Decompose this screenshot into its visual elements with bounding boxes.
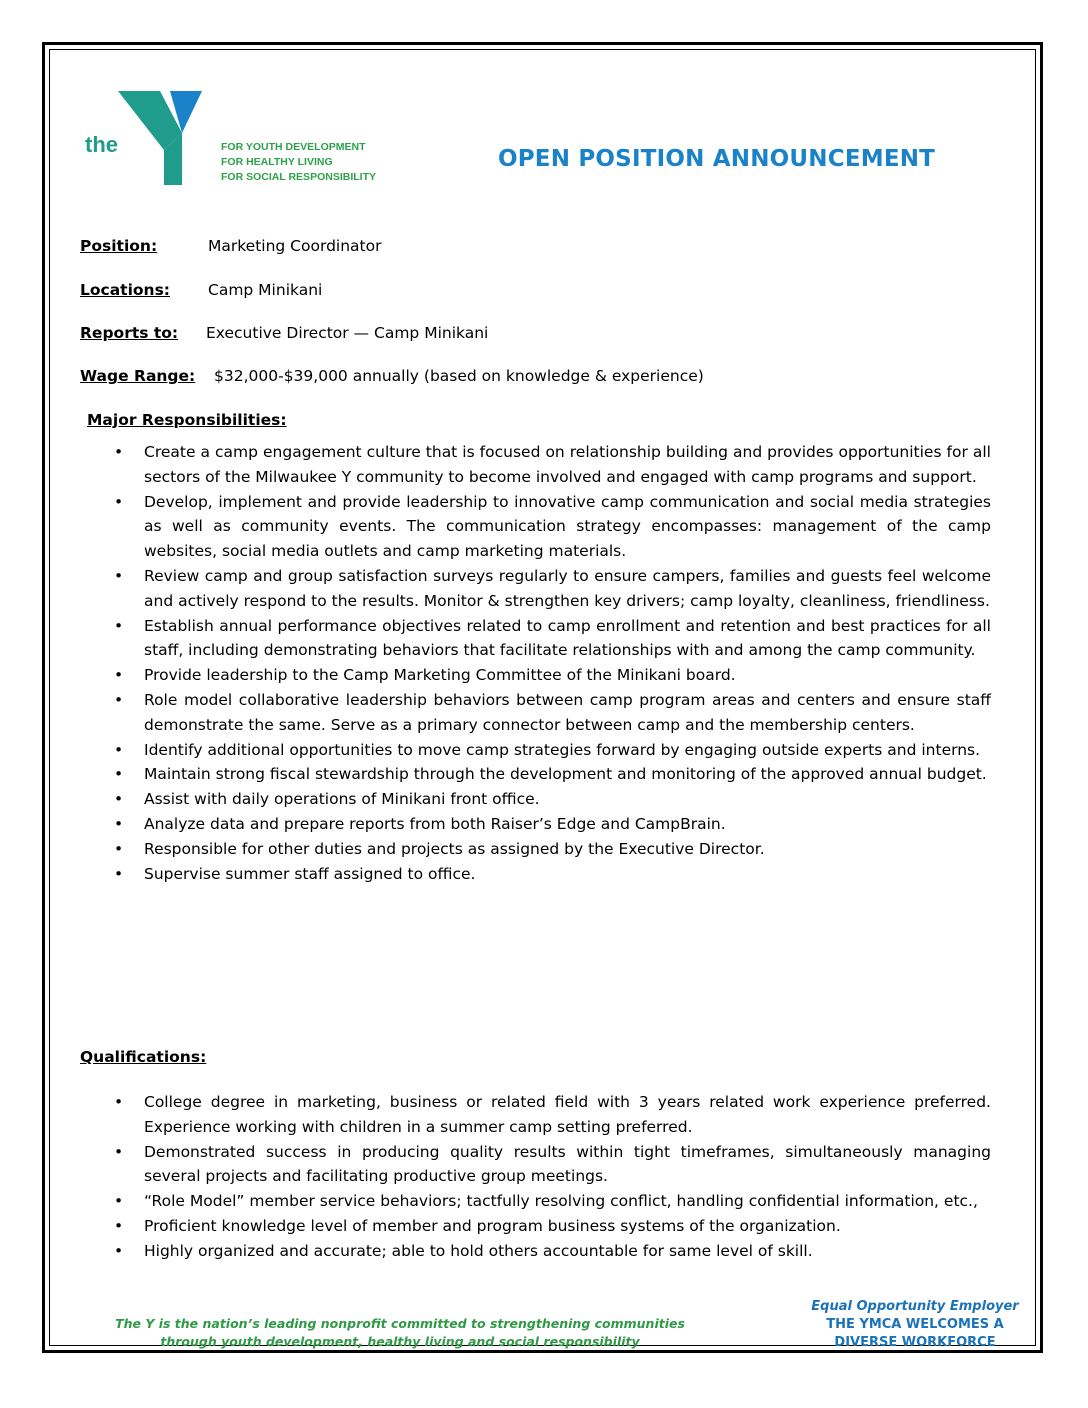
field-label: Locations:	[80, 281, 171, 299]
diversity-line: THE YMCA WELCOMES A	[826, 1317, 1004, 1332]
list-item: • Supervise summer staff assigned to office.	[80, 862, 991, 887]
field-label: Reports to:	[80, 324, 179, 342]
list-item: • Demonstrated success in producing quality results within tight timeframes, simultaneously managing several projects and facilitating productive group meetings.	[80, 1140, 991, 1190]
tagline-line: FOR SOCIAL RESPONSIBILITY	[221, 171, 376, 183]
list-item: • Identify additional opportunities to move camp strategies forward by engaging outside experts and interns.	[80, 738, 991, 763]
list-item: • Responsible for other duties and projects as assigned by the Executive Director.	[80, 837, 991, 862]
responsibilities-list	[80, 440, 991, 886]
field-label: Position:	[80, 237, 158, 255]
reports-to-field	[80, 324, 488, 342]
ymca-logo	[82, 88, 382, 193]
list-item: • Create a camp engagement culture that is focused on relationship building and provides opportunities for all sectors of the Milwaukee Y community to become involved and engaged with camp programs and support.	[80, 440, 991, 490]
list-item: • Establish annual performance objectives related to camp enrollment and retention and best practices for all staff, including demonstrating behaviors that facilitate relationships with and among the camp community.	[80, 614, 991, 664]
responsibilities-heading: Major Responsibilities:	[87, 411, 287, 429]
list-item: • Proficient knowledge level of member and program business systems of the organization.	[80, 1214, 991, 1239]
logo-word: the	[85, 132, 118, 157]
list-item: • Highly organized and accurate; able to hold others accountable for same level of skill.	[80, 1239, 991, 1264]
field-value: Camp Minikani	[208, 281, 323, 299]
mission-line: The Y is the nation’s leading nonprofit committed to strengthening communities	[115, 1316, 685, 1331]
document-title: OPEN POSITION ANNOUNCEMENT	[498, 146, 936, 172]
list-item: • Role model collaborative leadership behaviors between camp program areas and centers and ensure staff demonstrate the same. Serve as a primary connector between camp and the membership centers.	[80, 688, 991, 738]
list-item: • “Role Model” member service behaviors; tactfully resolving conflict, handling confidential information, etc.,	[80, 1189, 991, 1214]
eoe-statement	[790, 1298, 1040, 1352]
list-item: • Provide leadership to the Camp Marketing Committee of the Minikani board.	[80, 663, 991, 688]
locations-field	[80, 281, 322, 299]
eoe-line: Equal Opportunity Employer	[811, 1299, 1019, 1314]
list-item: • Maintain strong fiscal stewardship through the development and monitoring of the approved annual budget.	[80, 762, 991, 787]
field-label: Wage Range:	[80, 367, 196, 385]
position-field	[80, 237, 381, 255]
qualifications-heading: Qualifications:	[80, 1048, 207, 1066]
mission-line: through youth development, healthy living and social responsibility	[160, 1334, 640, 1349]
list-item: • Develop, implement and provide leadership to innovative camp communication and social media strategies as well as community events. The communication strategy encompasses: management of the camp websites, social media outlets and camp marketing materials.	[80, 490, 991, 564]
list-item: • Analyze data and prepare reports from both Raiser’s Edge and CampBrain.	[80, 812, 991, 837]
list-item: • Review camp and group satisfaction surveys regularly to ensure campers, families and guests feel welcome and actively respond to the results. Monitor & strengthen key drivers; camp loyalty, cleanliness, friendliness.	[80, 564, 991, 614]
qualifications-list	[80, 1090, 991, 1264]
tagline-line: FOR YOUTH DEVELOPMENT	[221, 141, 366, 153]
field-value: $32,000-$39,000 annually (based on knowledge & experience)	[214, 367, 704, 385]
wage-range-field	[80, 367, 704, 385]
diversity-line: DIVERSE WORKFORCE	[834, 1335, 996, 1350]
field-value: Marketing Coordinator	[208, 237, 382, 255]
list-item: • College degree in marketing, business or related field with 3 years related work experience preferred. Experience working with children in a summer camp setting preferred.	[80, 1090, 991, 1140]
list-item: • Assist with daily operations of Minikani front office.	[80, 787, 991, 812]
mission-statement	[70, 1315, 730, 1351]
logo-mark-text: YMCA	[189, 146, 204, 169]
logo-tagline	[221, 140, 376, 185]
tagline-line: FOR HEALTHY LIVING	[221, 156, 333, 168]
field-value: Executive Director — Camp Minikani	[206, 324, 489, 342]
